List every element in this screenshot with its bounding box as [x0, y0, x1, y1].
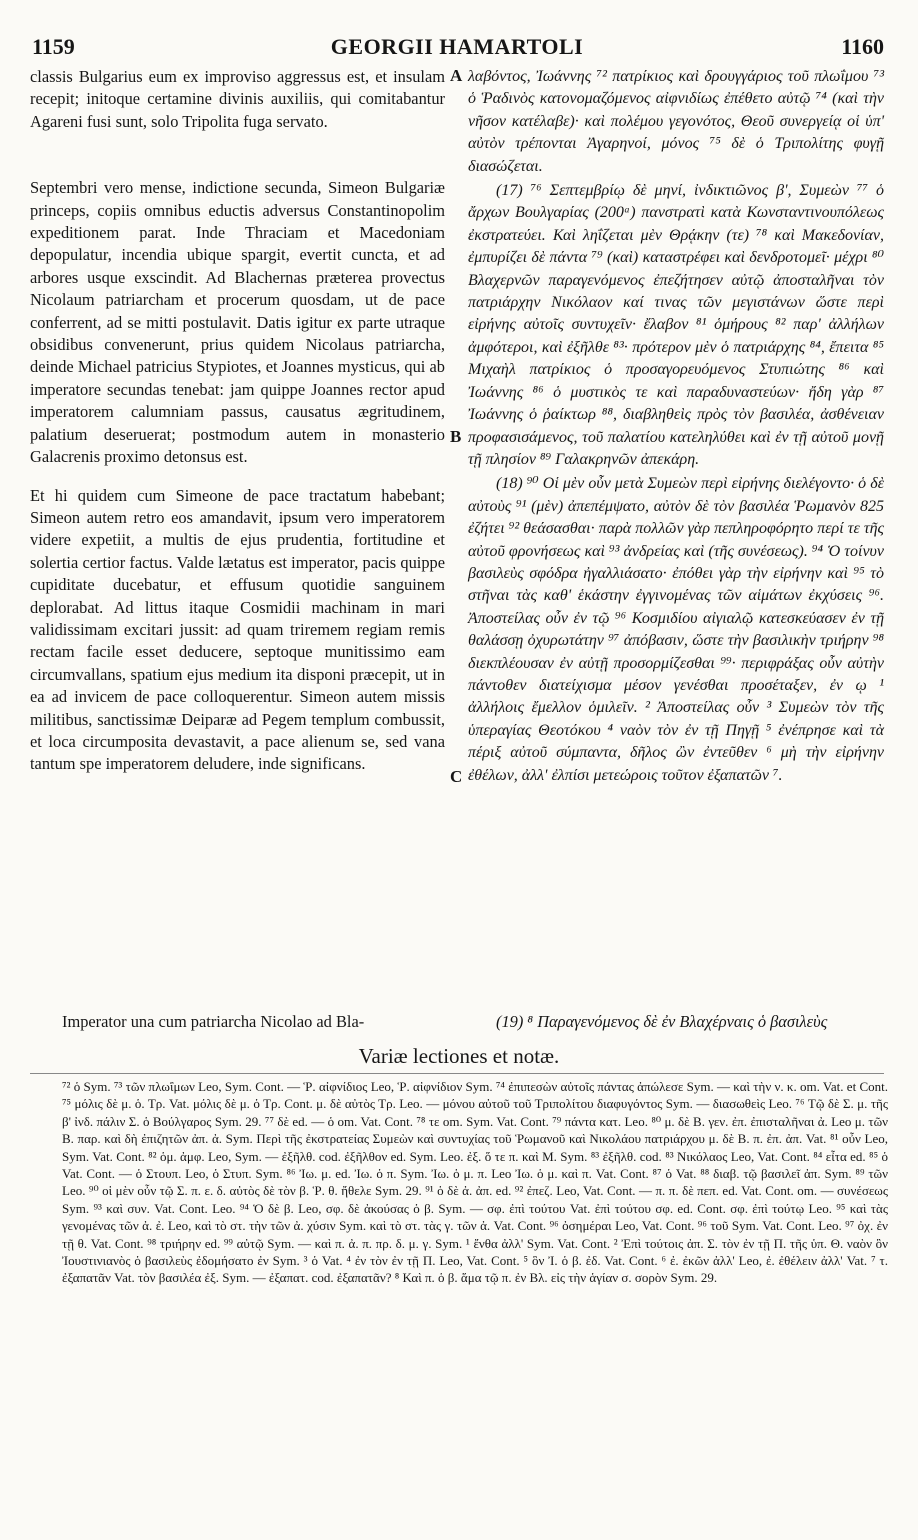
latin-paragraph: classis Bulgarius eum ex improviso aggressus est, et insulam recepit; initoque certamine divinis auxiliis, qui comitabantur Agareni fusi sunt, solo Tripolita fuga servato. [30, 67, 445, 131]
margin-letter-c: C [450, 767, 463, 786]
notes-block [62, 1078, 888, 1287]
margin-letter-a: A [450, 66, 463, 85]
greek-last-line: (19) ⁸ Παραγενόμενος δὲ ἐν Βλαχέρναις ὁ βασιλεὺς [496, 1012, 828, 1031]
notes-divider [30, 1073, 884, 1074]
latin-paragraph: Et hi quidem cum Simeone de pace tractatum habebant; Simeon autem retro eos amandavit, ipsum vero imperatorem videre expetiit, a multis de ejus prudentia, fortitudine et solertia certior factus. Valde lætatus est imperator, pacis quippe cupiditate ducebatur, et effusum quotidie sanguinem deplorabat. Ad littus itaque Cosmidii machinam in mari validissimam excitari jussit: ad quam triremem regiam remis rectam facile esset deducere, septoque munitissimo eam circumvallans, spatium ejus medium ita disponi præcepit, ut in ea ad invicem de pace colloquerentur. Simeon autem missis militibus, sanctissimæ Deiparæ ad Pegem templum combussit, et loca circumposita devastavit, a pace alienum se, sed vana tantum spe imperatorem deludere, inde significans. [30, 485, 445, 774]
page-number-right: 1160 [841, 34, 884, 59]
latin-paragraph: Septembri vero mense, indictione secunda, Simeon Bulgariæ princeps, copiis omnibus eductis adversus Constantinopolim expeditionem parat. Inde Thraciam et Macedoniam depopulatur, incendia ubique spargit, evertit cuncta, et ad arbores usque exscindit. Ad Blachernas præterea provectus Nicolaum patriarcham et procerum quosdam, ut de pace conferrent, ad se mitti postulavit. Datis igitur ex parte utraque obsidibus convenerunt, prius quidem Nicolaus patriarcha, deinde Michael patricius Stypiotes, et Joannes mysticus, qui ab imperatore secundas tenebat: jam quippe Joannes rector apud imperatorem calumniam passus, causatus ægritudinem, palatium deseruerat; postmodum autem in monasterio Galacrenis proximo detonsus est. [30, 178, 445, 467]
greek-paragraph: λαβόντος, Ἰωάννης ⁷² πατρίκιος καὶ δρουγγάριος τοῦ πλωΐμου ⁷³ ὁ Ῥαδινὸς κατονομαζόμενος αἰφνιδίως ἐπέθετο αὐτῷ ⁷⁴ (καὶ τὴν νῆσον κατέλαβε)· καὶ πολέμου γεγονότος, Θεοῦ συνεργείᾳ οἱ ὑπ' αὐτὸν τρέπονται Ἀγαρηνοί, μόνος ⁷⁵ δὲ ὁ Τριπολίτης φυγῇ διασώζεται. [468, 68, 884, 175]
page-number-left: 1159 [32, 34, 75, 59]
greek-column [468, 66, 884, 787]
notes-title: Variæ lectiones et notæ. [358, 1044, 560, 1068]
notes-text: ⁷² ὁ Sym. ⁷³ τῶν πλωΐμων Leo, Sym. Cont. — Ῥ. αἰφνίδιος Leo, Ῥ. αἰφνίδιον Sym. ⁷⁴ ἐπιπεσὼν αὐτοῖς πάντας ἀπώλεσε Sym. — καὶ τὴν ν. κ. om. Vat. et Cont. ⁷⁵ μόλις δὲ μ. ὁ. Τρ. Vat. μόλις δὲ μ. ὁ Τρ. Cont. μ. δὲ αὐτὸς Τρ. Leo. — μόνου αὐτοῦ τοῦ Τριπολίτου διαφυγόντος Sym. — διασωθεὶς Leo. ⁷⁶ Τῷ δὲ Σ. μ. τῆς β' ἰνδ. πάλιν Σ. ὁ Βούλγαρος Sym. 29. ⁷⁷ δὲ ed. — ὁ om. Vat. Cont. ⁷⁸ τε om. Sym. Vat. Cont. ⁷⁹ πάντα κατ. Leo. ⁸⁰ μ. δὲ Β. γεν. ἐπ. ἐπισταλῆναι ἀ. Leo μ. τῶν Β. παρ. καὶ δὴ ἐπιζητῶν ἀπ. ἀ. Sym. Περὶ τῆς ἐκστρατείας Συμεὼν καὶ συντυχίας τοῦ Ῥωμανοῦ καὶ Νικολάου πατριάρχου μ. δὲ Β. π. ἐπ. ἀπ. Vat. ⁸¹ οὖν Leo, Sym. Vat. Cont. ⁸² ὁμ. ἀμφ. Leo, Sym. — ἐξῆλθ. cod. ἐξῆλθον ed. Sym. Leo. ἐξ. ὅ τε π. καὶ Μ. Sym. ⁸³ ἐξῆλθ. cod. ⁸³ Νικόλαος Leo, Vat. Cont. ⁸⁴ εἶτα ed. ⁸⁵ ὁ Vat. Cont. — ὁ Στουπ. Leo, ὁ Στυπ. Sym. ⁸⁶ Ἰω. μ. ed. Ἰω. ὁ π. Sym. Ἰω. ὁ μ. π. Leo Ἰω. ὁ μ. καὶ π. Vat. Cont. ⁸⁷ ὁ Vat. ⁸⁸ διαβ. τῷ βασιλεῖ ἀπ. Sym. ⁸⁹ τῶν Leo. ⁹⁰ οἱ μὲν οὖν τῷ Σ. π. ε. δ. αὐτὸς δὲ τὸν β. Ῥ. θ. ἤθελε Sym. 29. ⁹¹ ὁ δὲ ἀ. ἀπ. ed. ⁹² ἐπεζ. Leo, Vat. Cont. — π. π. δὲ πεπ. ed. Vat. Cont. om. — συνέσεως Sym. ⁹³ καὶ συν. Vat. Cont. Leo. ⁹⁴ Ὁ δὲ β. Leo, σφ. δὲ ἀκούσας ὁ β. Sym. — σφ. ἐπὶ τούτου Vat. ἐπὶ τούτου σφ. ed. Cont. σφ. ἐπὶ τούτῳ Leo. ⁹⁵ καὶ τὰς γενομένας τῶν ἀ. ἐ. Leo, καὶ τὸ στ. τὴν τῶν ἀ. χύσιν Sym. καὶ τὸ στ. τὰς γ. τῶν ἀ. Vat. Cont. ⁹⁶ ὀσημέραι Leo, Vat. Cont. ⁹⁶ τοῦ Sym. Vat. Cont. Leo. ⁹⁷ ὀχ. ἐν τῇ θ. Vat. Cont. ⁹⁸ τριήρην ed. ⁹⁹ αὐτῷ Sym. — καὶ π. ἀ. π. πρ. δ. μ. γ. Sym. ¹ ἔνθα ἀλλ' Sym. Vat. Cont. ² Ἐπὶ τούτοις ἀπ. Σ. τὸν ἐν τῇ Π. τῆς ὑπ. Θ. ναὸν ὃν Ἰουστινιανὸς ὁ βασιλεὺς ἐδομήσατο ἐν Sym. ³ ὁ Vat. ⁴ ἐν τὸν ἐν τῇ Π. Leo, Vat. Cont. ⁵ ὃν Ἰ. ὁ β. ἐδ. Vat. Cont. ⁶ ἐ. ἐκῶν ἀλλ' Leo, ἐ. ἐθέλειν ἀλλ' Vat. ⁷ τ. ἐξαπατᾶν Vat. τὸν βασιλέα ἐξ. Sym. — ἐξαπατ. cod. ἐξαπατᾶν? ⁸ Καὶ π. ὁ β. ἅμα τῷ π. ἐν Βλ. εἰς τὴν ἁγίαν σ. σορὸν Sym. 29. [62, 1079, 889, 1286]
running-title: GEORGII HAMARTOLI [330, 34, 584, 59]
margin-letter-b: B [450, 427, 462, 446]
page-header [30, 34, 884, 62]
latin-last-line: Imperator una cum patriarcha Nicolao ad Bla- [62, 1012, 365, 1031]
greek-paragraph: (18) ⁹⁰ Οἱ μὲν οὖν μετὰ Συμεὼν περὶ εἰρήνης διελέγοντο· ὁ δὲ αὐτοὺς ⁹¹ (μὲν) ἀπεπέμψατο, αὐτὸν δὲ τὸν βασιλέα Ῥωμανὸν 825 ἐζήτει ⁹² θεάσασθαι· παρὰ πολλῶν γὰρ πεπληροφόρητο περί τε τῆς αὐτοῦ φρονήσεως καὶ ⁹³ ἀνδρείας καὶ (τῆς συνέσεως). ⁹⁴ Ὁ τοίνυν βασιλεὺς σφόδρα ἠγαλλιάσατο· ἐπόθει γὰρ τὴν εἰρήνην καὶ ⁹⁵ τὸ στῆναι τὰς καθ' ἑκάστην ἐγγινομένας τῶν αἱμάτων ἐκχύσεις ⁹⁶. Ἀποστείλας οὖν ἐν τῷ ⁹⁶ Κοσμιδίου αἰγιαλῷ κατεσκεύασεν ἐν τῇ θαλάσσῃ ὀχυρωτάτην ⁹⁷ ἀπόβασιν, ὥστε τὴν βασιλικὴν τριήρην ⁹⁸ διεκπλέουσαν ἐν αὐτῇ προσορμίζεσθαι ⁹⁹· περιφράξας οὖν αὐτὴν πάντοθεν διατείχισμα μέσον γενέσθαι προσέταξεν, ἐν ῳ ¹ ἀλλήλοις ἔμελλον ὁμιλεῖν. ² Ἀποστείλας οὖν ³ Συμεὼν τὸν τῆς ὑπεραγίας Θεοτόκου ⁴ ναὸν τὸν ἐν τῇ Πηγῇ ⁵ ἐνέπρησε καὶ τὰ πέριξ αὐτοῦ σύμπαντα, δῆλος ὢν ἐντεῦθεν ⁶ μὴ τὴν εἰρήνην ἐθέλων, ἀλλ' ἐλπίσι μετεώροις τοῦτον ἐξαπατῶν ⁷. [468, 475, 884, 784]
greek-paragraph: (17) ⁷⁶ Σεπτεμβρίῳ δὲ μηνί, ἰνδικτιῶνος β', Συμεὼν ⁷⁷ ὁ ἄρχων Βουλγαρίας (200ᵃ) πανστρατὶ κατὰ Κωνσταντινουπόλεως ἐκστρατεύει. Καὶ ληΐζεται μὲν Θρᾴκην (τε) ⁷⁸ καὶ Μακεδονίαν, ἐμπυρίζει δὲ πάντα ⁷⁹ (καὶ) καταστρέφει καὶ δενδροτομεῖ· μέχρι ⁸⁰ Βλαχερνῶν παραγενόμενος ἐπεζήτησεν αὐτῷ ἀποσταλῆναι τὸν πατριάρχην Νικόλαον καί τινας τῶν μεγιστάνων ὥστε περὶ εἰρήνης αὐτοῖς συντυχεῖν· ἔλαβον ⁸¹ ὁμήρους ⁸² παρ' ἀλλήλων ἀμφότεροι, καὶ ἐξῆλθε ⁸³· πρότερον μὲν ὁ πατριάρχης ⁸⁴, ἔπειτα ⁸⁵ Μιχαὴλ πατρίκιος ὁ προσαγορευόμενος Στυπιώτης ⁸⁶ καὶ Ἰωάννης ⁸⁶ ὁ μυστικὸς τε καὶ παραδυναστεύων· ἤδη γὰρ ⁸⁷ Ἰωάννης ὁ ῥαίκτωρ ⁸⁸, διαβληθεὶς πρὸς τὸν βασιλέα, ἀσθένειαν προφασισάμενος, τοῦ παλατίου κατεληλύθει καὶ ἐν τῇ αὐτοῦ μονῇ τῇ πλησίον ⁸⁹ Γαλακρηνῶν ἀπεκάρη. [468, 182, 884, 468]
latin-column [30, 66, 445, 776]
